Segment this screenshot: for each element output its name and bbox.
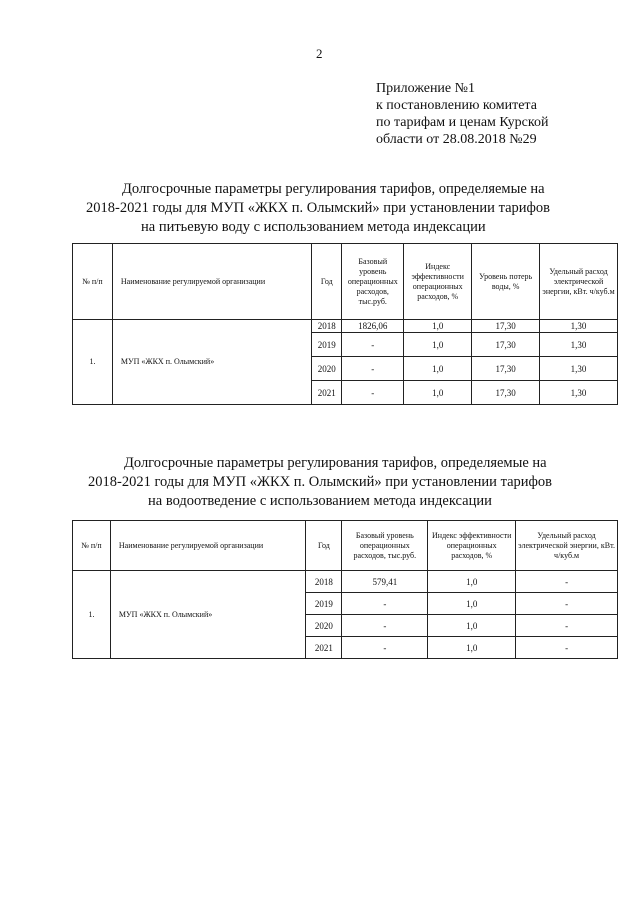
table-row bbox=[73, 320, 618, 333]
appendix-line: Приложение №1 bbox=[376, 81, 475, 96]
cell-energy: - bbox=[516, 593, 618, 615]
cell-energy: - bbox=[516, 615, 618, 637]
cell-energy: 1,30 bbox=[540, 320, 618, 333]
table2-title-line: на водоотведение с использованием метода индексации bbox=[148, 493, 492, 509]
cell-loss: 17,30 bbox=[472, 333, 540, 357]
cell-energy: 1,30 bbox=[540, 381, 618, 405]
cell-year: 2020 bbox=[306, 615, 342, 637]
cell-index: 1,0 bbox=[428, 637, 516, 659]
cell-energy: 1,30 bbox=[540, 333, 618, 357]
header-energy: Удельный расход электрической энергии, кВт. ч/куб.м bbox=[516, 521, 618, 571]
table2-title-line: 2018-2021 годы для МУП «ЖКХ п. Олымский» при установлении тарифов bbox=[88, 474, 553, 490]
cell-energy: - bbox=[516, 571, 618, 593]
header-efficiency-index: Индекс эффективности операционных расходов, % bbox=[428, 521, 516, 571]
cell-base: - bbox=[342, 333, 404, 357]
header-base-costs: Базовый уровень операционных расходов, тыс.руб. bbox=[342, 244, 404, 320]
org-name: МУП «ЖКХ п. Олымский» bbox=[110, 571, 306, 659]
cell-year: 2019 bbox=[306, 593, 342, 615]
appendix-header bbox=[376, 80, 548, 148]
water-params-table bbox=[72, 243, 618, 405]
cell-energy: - bbox=[516, 637, 618, 659]
cell-year: 2021 bbox=[306, 637, 342, 659]
page-number: 2 bbox=[316, 46, 323, 61]
header-energy: Удельный расход электрической энергии, кВт. ч/куб.м bbox=[540, 244, 618, 320]
cell-loss: 17,30 bbox=[472, 357, 540, 381]
appendix-line: к постановлению комитета bbox=[376, 98, 537, 113]
cell-energy: 1,30 bbox=[540, 357, 618, 381]
cell-index: 1,0 bbox=[428, 593, 516, 615]
header-num: № п/п bbox=[73, 244, 113, 320]
header-base-costs: Базовый уровень операционных расходов, тыс.руб. bbox=[342, 521, 428, 571]
cell-year: 2021 bbox=[312, 381, 342, 405]
cell-base: - bbox=[342, 615, 428, 637]
header-year: Год bbox=[312, 244, 342, 320]
table1-title-line: Долгосрочные параметры регулирования тарифов, определяемые на bbox=[122, 181, 545, 197]
header-year: Год bbox=[306, 521, 342, 571]
header-org-name: Наименование регулируемой организации bbox=[112, 244, 311, 320]
cell-year: 2018 bbox=[312, 320, 342, 333]
cell-base: 1826,06 bbox=[342, 320, 404, 333]
cell-base: - bbox=[342, 381, 404, 405]
table2-title-line: Долгосрочные параметры регулирования тарифов, определяемые на bbox=[124, 455, 547, 471]
cell-year: 2019 bbox=[312, 333, 342, 357]
sewage-params-table bbox=[72, 520, 618, 659]
table-header-row bbox=[73, 521, 618, 571]
table-row bbox=[73, 571, 618, 593]
table1-title-line: 2018-2021 годы для МУП «ЖКХ п. Олымский» при установлении тарифов bbox=[86, 200, 551, 216]
table-header-row bbox=[73, 244, 618, 320]
org-name: МУП «ЖКХ п. Олымский» bbox=[112, 320, 311, 405]
cell-index: 1,0 bbox=[404, 333, 472, 357]
header-efficiency-index: Индекс эффективности операционных расходов, % bbox=[404, 244, 472, 320]
cell-index: 1,0 bbox=[404, 381, 472, 405]
cell-loss: 17,30 bbox=[472, 320, 540, 333]
cell-base: - bbox=[342, 357, 404, 381]
cell-year: 2018 bbox=[306, 571, 342, 593]
cell-index: 1,0 bbox=[404, 357, 472, 381]
table1-title-line: на питьевую воду с использованием метода индексации bbox=[141, 219, 486, 235]
appendix-line: по тарифам и ценам Курской bbox=[376, 115, 549, 130]
cell-base: - bbox=[342, 593, 428, 615]
row-number: 1. bbox=[73, 571, 111, 659]
header-water-loss: Уровень потерь воды, % bbox=[472, 244, 540, 320]
cell-index: 1,0 bbox=[404, 320, 472, 333]
cell-year: 2020 bbox=[312, 357, 342, 381]
cell-index: 1,0 bbox=[428, 615, 516, 637]
cell-loss: 17,30 bbox=[472, 381, 540, 405]
row-number: 1. bbox=[73, 320, 113, 405]
header-org-name: Наименование регулируемой организации bbox=[110, 521, 306, 571]
cell-base: 579,41 bbox=[342, 571, 428, 593]
appendix-line: области от 28.08.2018 №29 bbox=[376, 132, 537, 147]
header-num: № п/п bbox=[73, 521, 111, 571]
cell-base: - bbox=[342, 637, 428, 659]
cell-index: 1,0 bbox=[428, 571, 516, 593]
